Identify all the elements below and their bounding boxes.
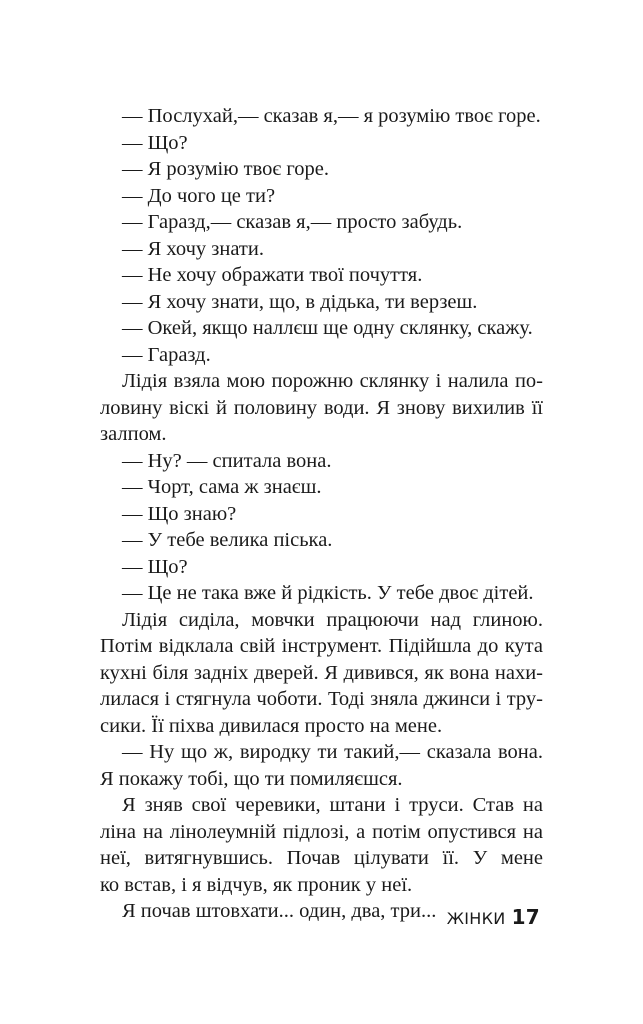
text-line: — Послухай,— сказав я,— я розумію твоє горе. [122,105,541,127]
text-line: — У тебе велика піська. [122,529,333,551]
text-line: — Я хочу знати. [122,237,264,260]
text-line: — Не хочу ображати твої почуття. [122,264,423,286]
text-line: Потім відклала свій інструмент. Підійшла до кута [100,635,543,657]
text-line: кухні біля задніх дверей. Я дивився, як вона нахи- [100,661,543,684]
text-line: — До чого це ти? [122,184,276,207]
text-line: Лідія взяла мою порожню склянку і налила по- [122,370,543,392]
text-line: — Що знаю? [122,502,237,525]
running-title: ЖІНКИ [446,909,506,928]
text-line: — Що? [122,131,188,154]
page-number: 17 [511,905,540,929]
text-line: залпом. [100,423,167,445]
text-line: — Гаразд,— сказав я,— просто забудь. [122,211,463,233]
text-line: Я покажу тобі, що ти помиляєшся. [100,767,403,790]
page-footer [447,905,540,929]
text-line: — Що? [122,555,188,578]
text-line: ліна на лінолеумній підлозі, а потім опустився на [100,820,543,843]
text-line: Я зняв свої черевики, штани і труси. Став на [122,794,543,816]
text-line: — Це не така вже й рідкість. У тебе двоє дітей. [122,582,534,604]
text-line: Я почав штовхати... один, два, три... [122,900,437,922]
page-body [100,103,543,925]
text-line: — Чорт, сама ж знаєш. [122,476,322,498]
text-line: лилася і стягнула чоботи. Тоді зняла джинси і тру- [100,688,543,710]
text-line: — Я хочу знати, що, в дідька, ти верзеш. [122,290,478,313]
text-line: Лідія сиділа, мовчки працюючи над глиною. [122,608,543,631]
text-line: — Окей, якщо наллєш ще одну склянку, скажу. [122,317,533,339]
text-line: сики. Її піхва дивилася просто на мене. [100,714,443,737]
text-line: ко встав, і я відчув, як проник у неї. [100,873,413,896]
text-line: — Ну що ж, виродку ти такий,— сказала вона. [122,741,543,763]
text-line: — Я розумію твоє горе. [122,158,329,180]
text-line: ловину віскі й половину води. Я знову вихилив її [100,396,543,419]
text-line: — Ну? — спитала вона. [122,449,332,472]
text-line: неї, витягнувшись. Почав цілувати її. У мене [100,847,543,869]
text-line: — Гаразд. [122,343,211,366]
